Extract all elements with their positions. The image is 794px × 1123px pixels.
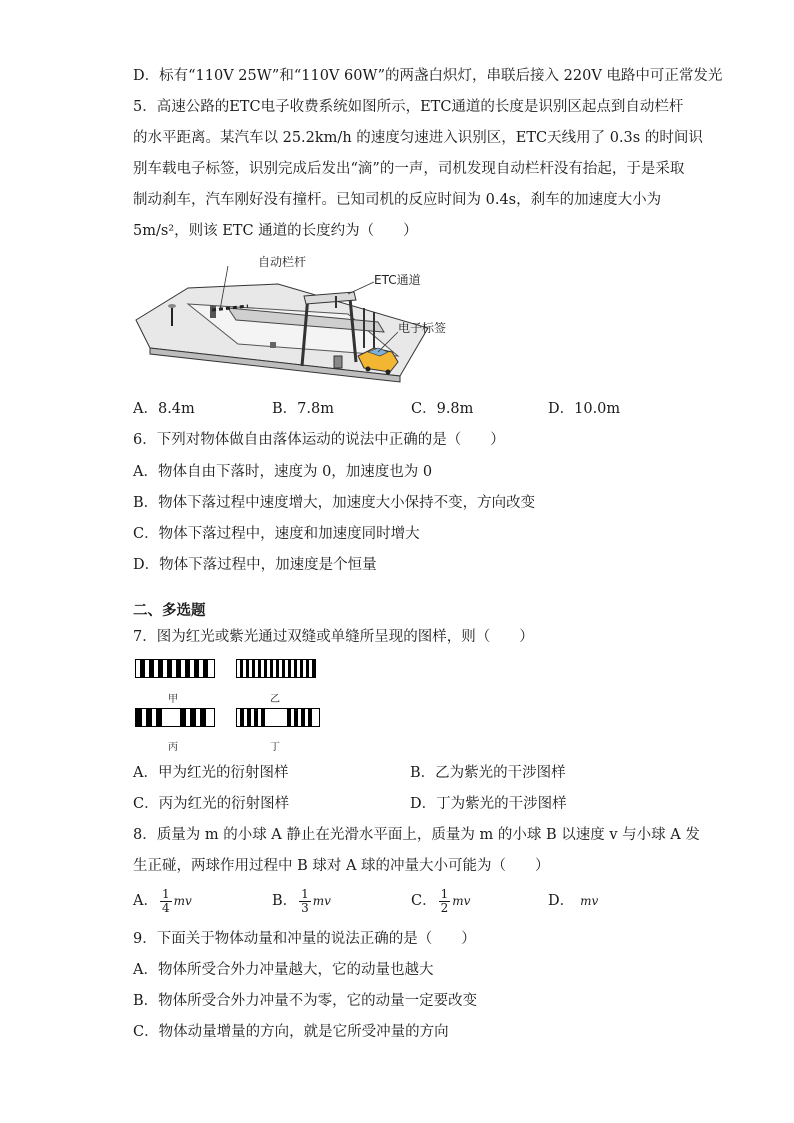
label-ding: 丁 (270, 742, 280, 753)
label-auto-gate: 自动栏杆 (258, 255, 307, 269)
fraction-den: 2 (440, 900, 449, 915)
q7-option-d[interactable]: D．丁为紫光的干涉图样 (410, 796, 567, 812)
q5-stem-line-5: 5m/s²，则该 ETC 通道的长度约为（ ） (133, 223, 418, 239)
q9-option-c[interactable]: C．物体动量增量的方向，就是它所受冲量的方向 (133, 1024, 449, 1040)
pattern-bing (135, 708, 215, 727)
etc-figure (128, 248, 468, 388)
q9-stem: 9．下面关于物体动量和冲量的说法正确的是（ ） (133, 931, 476, 947)
var-mv: mv (580, 894, 599, 908)
q8-stem-line-1: 8．质量为 m 的小球 A 静止在光滑水平面上，质量为 m 的小球 B 以速度 v 与小球 A 发 (133, 827, 700, 843)
q8-stem-line-2: 生正碰，两球作用过程中 B 球对 A 球的冲量大小可能为（ ） (133, 858, 550, 874)
q8-option-a-prefix: A． (133, 893, 158, 909)
barrier-post (210, 306, 216, 318)
q7-option-b[interactable]: B．乙为紫光的干涉图样 (410, 765, 566, 781)
q7-option-a[interactable]: A．甲为红光的衍射图样 (133, 765, 289, 781)
q5-option-a[interactable]: A．8.4m (133, 401, 195, 417)
section-multiple-choice: 二、多选题 (133, 603, 206, 619)
label-electronic-tag: 电子标签 (398, 321, 447, 335)
pattern-yi (236, 659, 316, 678)
q5-stem-line-2: 的水平距离。某汽车以 25.2km/h 的速度匀速进入识别区，ETC天线用了 0.3s 的时间识 (133, 130, 703, 146)
q4-option-d: D．标有“110V 25W”和“110V 60W”的两盏白炽灯，串联后接入 220V 电路中可正常发光 (133, 68, 723, 84)
q8-option-d-prefix: D． (548, 893, 575, 909)
label-jia: 甲 (168, 694, 178, 705)
q8-option-c[interactable] (411, 884, 470, 918)
fraction-den: 3 (301, 900, 309, 915)
q8-option-d[interactable] (548, 884, 598, 918)
q5-option-c[interactable]: C．9.8m (411, 401, 474, 417)
label-bing: 丙 (168, 742, 178, 753)
q5-stem-line-4: 制动刹车，汽车刚好没有撞杆。已知司机的反应时间为 0.4s，刹车的加速度大小为 (133, 192, 662, 208)
pattern-jia (135, 659, 215, 678)
q6-option-d[interactable]: D．物体下落过程中，加速度是个恒量 (133, 557, 377, 573)
q7-stem: 7．图为红光或紫光通过双缝或单缝所呈现的图样，则（ ） (133, 629, 534, 645)
fraction-den: 4 (161, 900, 170, 915)
fraction-one-half (439, 888, 451, 915)
var-mv: mv (312, 894, 331, 908)
q8-option-c-prefix: C． (411, 893, 437, 909)
q6-option-c[interactable]: C．物体下落过程中，速度和加速度同时增大 (133, 526, 420, 542)
q8-option-b-prefix: B． (272, 893, 298, 909)
q9-option-b[interactable]: B．物体所受合外力冲量不为零，它的动量一定要改变 (133, 993, 478, 1009)
q5-stem-line-1: 5．高速公路的ETC电子收费系统如图所示，ETC通道的长度是识别区起点到自动栏杆 (133, 99, 684, 115)
fraction-num: 1 (301, 886, 309, 901)
q6-stem: 6．下列对物体做自由落体运动的说法中正确的是（ ） (133, 432, 505, 448)
q6-option-a[interactable]: A．物体自由下落时，速度为 0，加速度也为 0 (133, 464, 433, 480)
pattern-ding (236, 708, 320, 727)
fraction-num: 1 (161, 886, 170, 901)
q9-option-a[interactable]: A．物体所受合外力冲量越大，它的动量也越大 (133, 962, 434, 978)
q5-stem-line-3: 别车载电子标签，识别完成后发出“滴”的一声，司机发现自动栏杆没有抬起，于是采取 (133, 161, 685, 177)
q8-option-b[interactable] (272, 884, 331, 918)
var-mv: mv (452, 894, 471, 908)
q5-option-b[interactable]: B．7.8m (272, 401, 334, 417)
q6-option-b[interactable]: B．物体下落过程中速度增大，加速度大小保持不变，方向改变 (133, 495, 536, 511)
label-yi: 乙 (270, 694, 280, 705)
q8-option-a[interactable] (133, 884, 192, 918)
var-mv: mv (173, 894, 192, 908)
fraction-one-third (299, 888, 311, 915)
q7-option-c[interactable]: C．丙为红光的衍射图样 (133, 796, 290, 812)
fraction-one-quarter (160, 888, 172, 915)
fraction-num: 1 (440, 886, 449, 901)
label-etc-channel: ETC通道 (374, 273, 421, 287)
q5-option-d[interactable]: D．10.0m (548, 401, 621, 417)
